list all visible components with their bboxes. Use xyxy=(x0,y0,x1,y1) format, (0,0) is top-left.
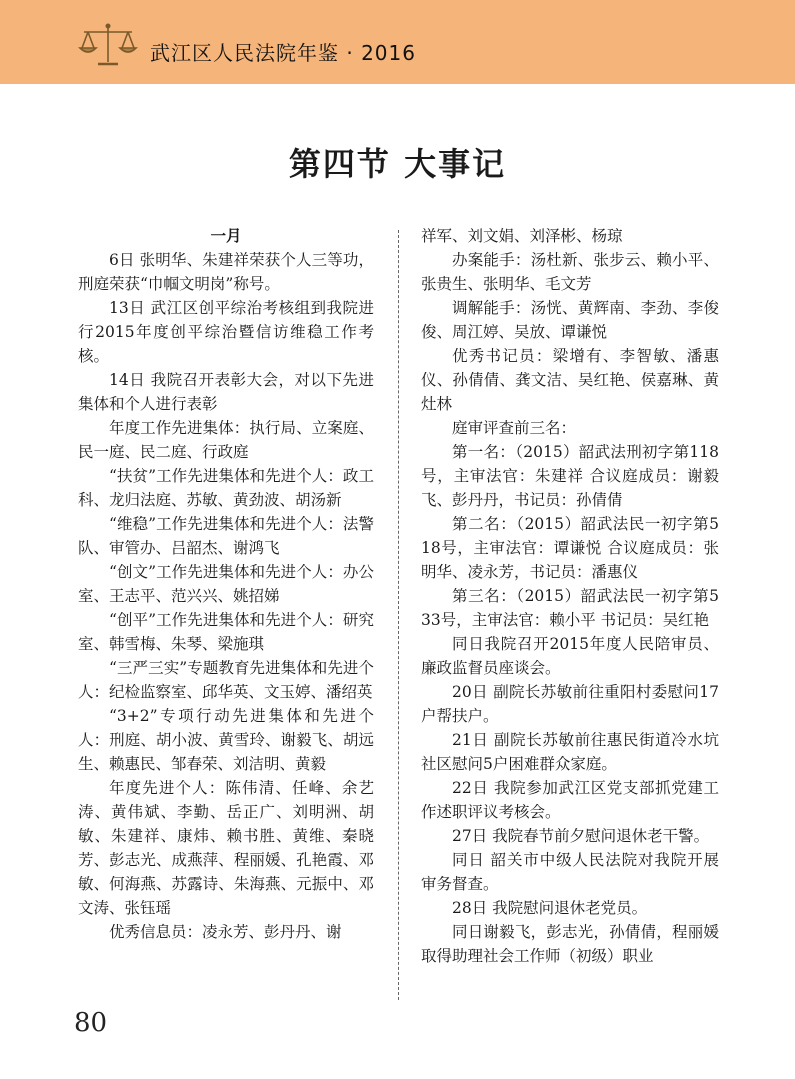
left-paragraph: “3+2”专项行动先进集体和先进个人：刑庭、胡小波、黄雪玲、谢毅飞、胡远生、赖惠民、邹春荣、刘洁明、黄毅 xyxy=(78,707,374,773)
scales-of-justice-icon xyxy=(78,22,138,70)
left-paragraph: 14日 我院召开表彰大会，对以下先进集体和个人进行表彰 xyxy=(78,371,374,413)
right-paragraph: 庭审评查前三名： xyxy=(452,419,577,437)
right-paragraph: 调解能手：汤恍、黄辉南、李劲、李俊俊、周江婷、吴放、谭谦悦 xyxy=(421,299,719,341)
right-paragraph: 27日 我院春节前夕慰问退休老干警。 xyxy=(452,827,710,845)
left-paragraph: 优秀信息员：凌永芳、彭丹丹、谢 xyxy=(109,923,342,941)
left-paragraph: “扶贫”工作先进集体和先进个人：政工科、龙归法庭、苏敏、黄劲波、胡汤新 xyxy=(78,467,374,509)
left-paragraph: 13日 武江区创平综治考核组到我院进行2015年度创平综治暨信访维稳工作考核。 xyxy=(78,299,374,365)
right-paragraph: 21日 副院长苏敏前往惠民街道冷水坑社区慰问5户困难群众家庭。 xyxy=(421,731,719,773)
left-paragraph: 年度工作先进集体：执行局、立案庭、民一庭、民二庭、行政庭 xyxy=(78,419,374,461)
page-number: 80 xyxy=(74,1008,108,1038)
left-paragraph: “维稳”工作先进集体和先进个人：法警队、审管办、吕韶杰、谢鸿飞 xyxy=(78,515,374,557)
right-paragraph: 同日谢毅飞，彭志光，孙倩倩，程丽媛取得助理社会工作师（初级）职业 xyxy=(421,923,719,965)
section-title: 第四节 大事记 xyxy=(288,145,507,183)
right-column xyxy=(421,224,719,968)
month-heading: 一月 xyxy=(210,226,242,245)
right-paragraph: 祥军、刘文娟、刘泽彬、杨琼 xyxy=(421,227,623,245)
right-paragraph: 同日 韶关市中级人民法院对我院开展审务督查。 xyxy=(421,851,719,893)
right-paragraph: 第二名：（2015）韶武法民一初字第518号，主审法官：谭谦悦 合议庭成员：张明华、凌永芳，书记员：潘惠仪 xyxy=(421,515,719,581)
right-paragraph: 22日 我院参加武江区党支部抓党建工作述职评议考核会。 xyxy=(421,779,719,821)
left-column xyxy=(78,224,374,944)
page-header xyxy=(0,0,795,84)
left-paragraph: “创平”工作先进集体和先进个人：研究室、韩雪梅、朱琴、梁施琪 xyxy=(78,611,374,653)
left-paragraph: 6日 张明华、朱建祥荣获个人三等功，刑庭荣获“巾帼文明岗”称号。 xyxy=(78,251,374,293)
right-paragraph: 第三名：（2015）韶武法民一初字第533号，主审法官：赖小平 书记员：吴红艳 xyxy=(421,587,719,629)
right-paragraph: 同日我院召开2015年度人民陪审员、廉政监督员座谈会。 xyxy=(421,635,719,677)
yearbook-title: 武江区人民法院年鉴 · 2016 xyxy=(150,41,416,65)
left-paragraph: “创文”工作先进集体和先进个人：办公室、王志平、范兴兴、姚招娣 xyxy=(78,563,374,605)
column-divider xyxy=(398,230,399,1000)
right-paragraph: 28日 我院慰问退休老党员。 xyxy=(452,899,648,917)
left-paragraph: 年度先进个人：陈伟清、任峰、余艺涛、黄伟斌、李勤、岳正广、刘明洲、胡敏、朱建祥、康炜、赖书胜、黄维、秦晓芳、彭志光、成燕萍、程丽媛、孔艳霞、邓敏、何海燕、苏露诗、朱海燕、元振中、邓文涛、张钰瑶 xyxy=(78,779,374,917)
right-paragraph: 优秀书记员：梁增有、李智敏、潘惠仪、孙倩倩、龚文洁、吴红艳、侯嘉琳、黄灶林 xyxy=(421,347,719,413)
right-paragraph: 20日 副院长苏敏前往重阳村委慰问17户帮扶户。 xyxy=(421,683,719,725)
right-paragraph: 办案能手：汤杜新、张步云、赖小平、张贵生、张明华、毛文芳 xyxy=(421,251,719,293)
left-paragraph: “三严三实”专题教育先进集体和先进个人：纪检监察室、邱华英、文玉婷、潘绍英 xyxy=(78,659,374,701)
right-paragraph: 第一名：（2015）韶武法刑初字第118号，主审法官：朱建祥 合议庭成员：谢毅飞、彭丹丹，书记员：孙倩倩 xyxy=(421,443,719,509)
